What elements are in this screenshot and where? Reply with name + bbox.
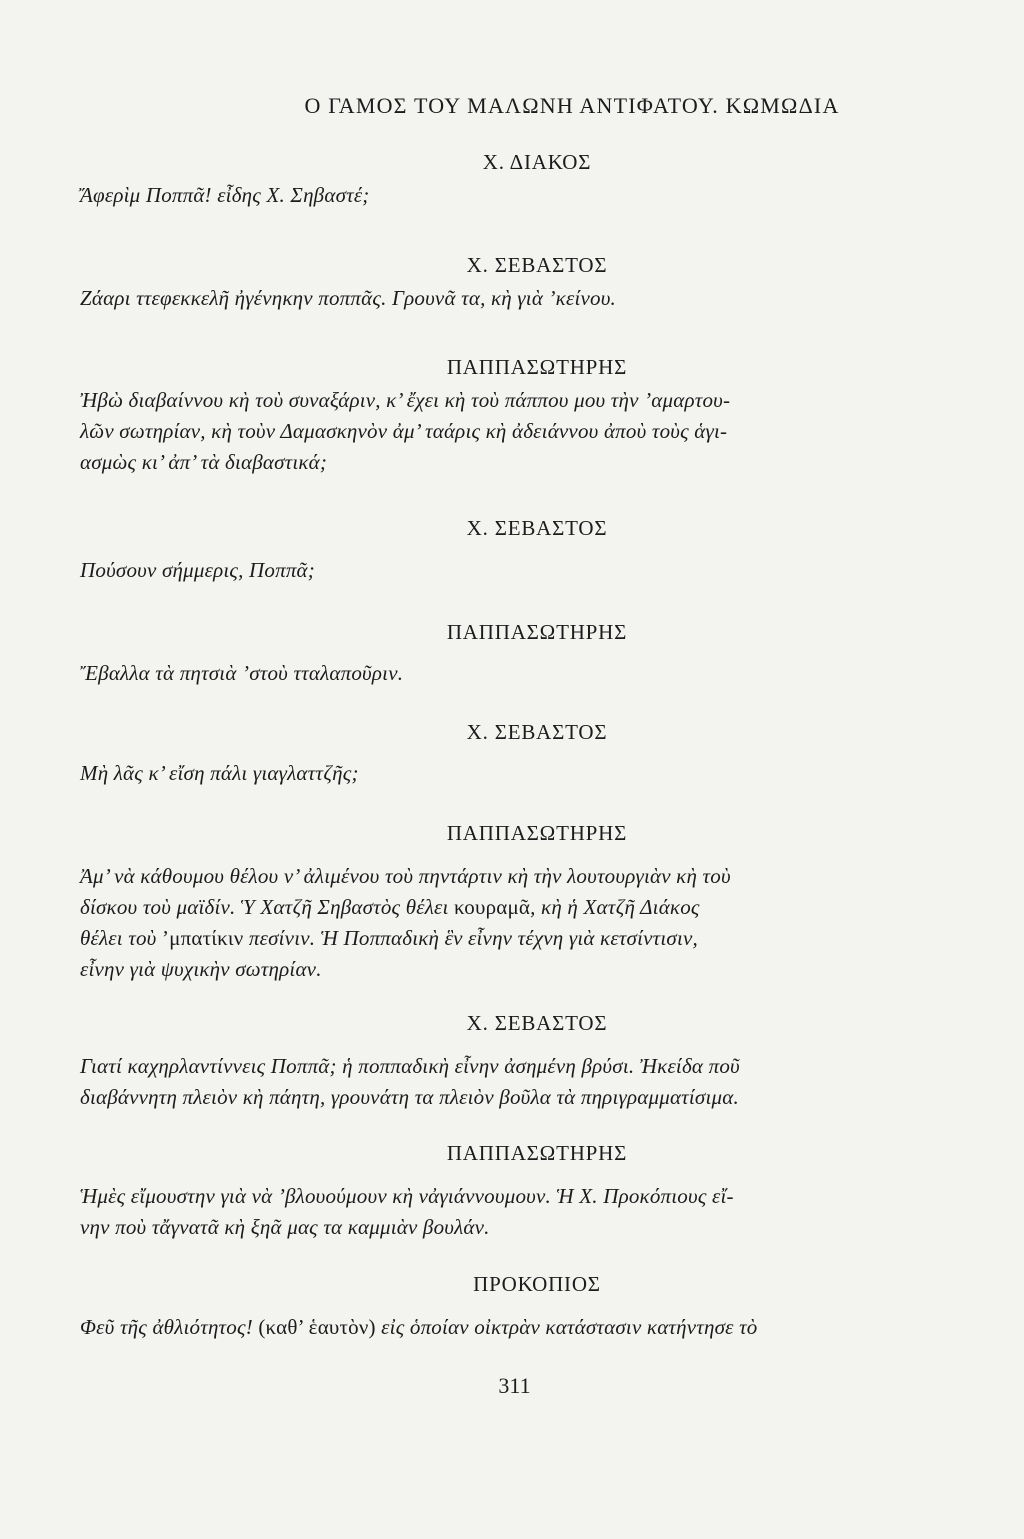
upright-word: ’μπατίκιν (161, 926, 244, 950)
speech-line: Ζάαρι ττεφεκκελῆ ἠγένηκην ποππᾶς. Γρουνᾶ τα, κὴ γιὰ ’κείνου. (80, 286, 616, 310)
dialogue-block (80, 251, 854, 314)
speaker-name: Χ. ΔΙΑΚΟΣ (482, 150, 592, 174)
dialogue-block (80, 1009, 854, 1113)
speech-line: Ἡμὲς εἴμουστην γιὰ νὰ ’βλουούμουν κὴ νἀγιάννουμουν. Ἡ Χ. Προκόπιους εἴ- (80, 1184, 734, 1208)
speech-line: δίσκου τοὺ μαϊδίν. Ὑ Χατζῆ Σηβαστὸς θέλει κουραμᾶ, κὴ ἡ Χατζῆ Διάκος (80, 895, 700, 919)
upright-word: (καθ’ ἑαυτὸν) (258, 1315, 376, 1339)
dialogue-block (80, 148, 854, 211)
speech-line: Μὴ λᾶς κ’ εἴση πάλι γιαγλαττζῆς; (80, 761, 359, 785)
speech-line: Ἔβαλλα τὰ πητσιὰ ’στοὺ τταλαποῦριν. (80, 661, 404, 685)
dialogue-block (80, 718, 854, 789)
dialogue-block (80, 1139, 854, 1243)
speaker-name: ΠΡΟΚΟΠΙΟΣ (473, 1272, 601, 1296)
speaker-name: Χ. ΣΕΒΑΣΤΟΣ (466, 720, 608, 744)
speaker-name: Χ. ΣΕΒΑΣΤΟΣ (466, 1011, 608, 1035)
speaker-name: ΠΑΠΠΑΣΩΤΗΡΗΣ (446, 821, 628, 845)
speaker-name: ΠΑΠΠΑΣΩΤΗΡΗΣ (446, 355, 628, 379)
upright-word: κουραμᾶ (453, 895, 531, 919)
speech-line: Γιατί καχηρλαντίννεις Ποππᾶ; ἡ ποππαδικὴ εἶνην ἀσημένη βρύσι. Ἠκείδα ποῦ (80, 1054, 740, 1078)
dialogue-block (80, 618, 854, 689)
speaker-name: ΠΑΠΠΑΣΩΤΗΡΗΣ (446, 1141, 628, 1165)
speech-line: διαβάννητη πλειὸν κὴ πάητη, γρουνάτη τα πλειὸν βοῦλα τὰ πηριγραμματίσιμα. (80, 1085, 739, 1109)
speech-line: ασμὼς κι’ ἀπ’ τὰ διαβαστικά; (80, 450, 328, 474)
dialogue-block (80, 819, 854, 985)
speech-line: θέλει τοὺ ’μπατίκιν πεσίνιν. Ἡ Ποππαδικὴ ἓν εἶνην τέχνη γιὰ κετσίντισιν, (80, 926, 698, 950)
speech-line: νην ποὺ τἄγνατᾶ κὴ ξηᾶ μας τα καμμιὰν βουλάν. (80, 1215, 490, 1239)
speech-line: λῶν σωτηρίαν, κὴ τοὺν Δαμασκηνὸν ἀμ’ ταάρις κὴ ἀδειάννου ἀποὺ τοὺς ἁγι- (80, 419, 728, 443)
speech-line: Πούσουν σήμμερις, Ποππᾶ; (80, 558, 315, 582)
speech-line: Φεῦ τῆς ἀθλιότητος! (καθ’ ἑαυτὸν) εἰς ὁποίαν οἰκτρὰν κατάστασιν κατήντησε τὸ (80, 1315, 758, 1339)
dialogue-block (80, 353, 854, 478)
speaker-name: Χ. ΣΕΒΑΣΤΟΣ (466, 253, 608, 277)
page-number: 311 (498, 1373, 531, 1398)
dialogue-block (80, 514, 854, 586)
speech-line: Ἄφερὶμ Ποππᾶ! εἶδης Χ. Σηβαστέ; (80, 183, 370, 207)
speaker-name: ΠΑΠΠΑΣΩΤΗΡΗΣ (446, 620, 628, 644)
dialogue-block (80, 1270, 854, 1343)
speaker-name: Χ. ΣΕΒΑΣΤΟΣ (466, 516, 608, 540)
speech-line: Ἀμ’ νὰ κάθουμου θέλου ν’ ἀλιμένου τοὺ πηντάρτιν κὴ τὴν λουτουργιὰν κὴ τοὺ (80, 864, 731, 888)
page-title: Ο ΓΑΜΟΣ ΤΟΥ ΜΑΛΩΝΗ ΑΝΤΙΦΑΤΟΥ. ΚΩΜΩΔΙΑ (304, 93, 840, 118)
speech-line: Ἠβὼ διαβαίννου κὴ τοὺ συναξάριν, κ’ ἔχει κὴ τοὺ πάππου μου τὴν ’αμαρτου- (80, 388, 731, 412)
speech-line: εἶνην γιὰ ψυχικὴν σωτηρίαν. (80, 957, 322, 981)
